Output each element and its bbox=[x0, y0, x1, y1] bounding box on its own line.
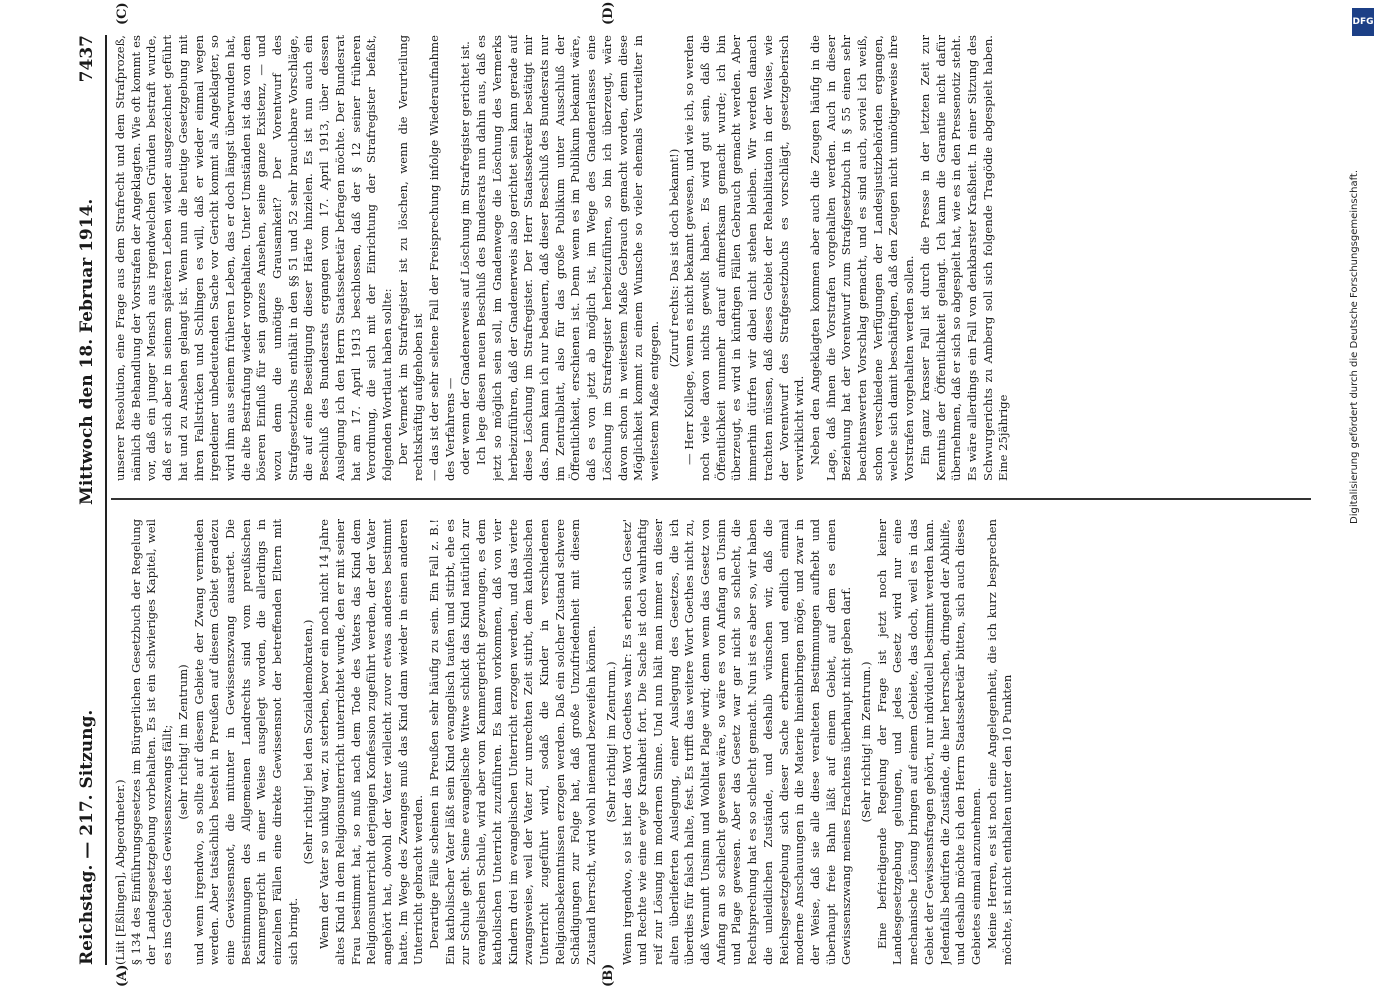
dfg-logo: DFG bbox=[1352, 8, 1374, 36]
paragraph: Neben den Angeklagten kommen aber auch die Zeugen häufig in die Lage, daß ihnen die Vorstrafen vorgehalten werden. Auch in dieser Beziehung hat der Vorentwurf zum Strafgesetzbuch in § 55 einen sehr beachtenswerten Vorschlag gemacht, und es sind auch, soviel ich weiß, schon verschiedene Verfügungen der Landesjustizbehörden ergangen, welche sich damit beschäftigen, daß den Zeugen nicht unnötigerweise ihre Vorstrafen vorgehalten werden sollen. bbox=[807, 35, 917, 481]
paragraph: — Herr Kollege, wenn es nicht bekannt gewesen, und wie ich, so werden noch viele davon nichts gewußt haben. Es wird gut sein, daß die Öffentlichkeit nunmehr darauf aufmerksam gemacht wurde; ich bin überzeugt, es wird in künftigen Fällen Gebrauch gemacht werden. Aber immerhin dürfen wir dabei nicht stehen bleiben. Wir werden danach trachten müssen, daß dieses Gebiet der Rehabilitation in der Weise, wie der Vorentwurf des Strafgesetzbuchs es vorschlägt, gesetzgeberisch verwirklicht wird. bbox=[682, 35, 807, 481]
paragraph: — das ist der sehr seltene Fall der Freisprechung infolge Wiederaufnahme des Verfahrens — bbox=[427, 35, 457, 481]
paragraph: Eine befriedigende Regelung der Frage ist jetzt noch keiner Landesgesetzgebung gelungen, und jedes Gesetz wird nur eine mechanische Lösung bringen auf einem Gebiete, das doch, weil es in das Gebiet der Gewissensfragen gehört, nur individuell bestimmt werden kann. Jedenfalls bedürfen die Zustände, die hier herrschen, dringend der Abhilfe, und deshalb möchte ich den Herrn Staatssekretär bitten, sich auch dieses Gebietes einmal anzunehmen. bbox=[874, 519, 983, 965]
interjection: (Sehr richtig! im Zentrum.) bbox=[859, 661, 874, 823]
header-center: Mittwoch den 18. Februar 1914. bbox=[77, 198, 97, 505]
running-header bbox=[71, 35, 105, 965]
column-divider bbox=[111, 499, 1311, 501]
margin-letter-d: (D) bbox=[601, 1, 616, 25]
right-column bbox=[113, 35, 1353, 481]
left-column bbox=[113, 519, 1353, 965]
margin-letter-a: (A) bbox=[115, 964, 130, 987]
paragraph: und wenn irgendwo, so sollte auf diesem Gebiete der Zwang vermieden werden. Aber tatsächlich besteht in Preußen auf diesem Gebiet geradezu eine Gewissensnot, die mitunter in Gewissenszwang ausartet. Die Bestimmungen des Allgemeinen Landrechts sind vom preußischen Kammergericht in einer Weise ausgelegt worden, die allerdings in einzelnen Fällen eine direkte Gewissensnot der betreffenden Eltern mit sich bringt. bbox=[191, 519, 300, 965]
speaker-note: (Liit [Eßlingen], Abgeordneter.) bbox=[113, 779, 127, 965]
interjection: (Sehr richtig! im Zentrum.) bbox=[603, 661, 618, 823]
margin-letter-b: (B) bbox=[601, 963, 616, 987]
header-rule bbox=[105, 35, 107, 965]
paragraph: Wenn der Vater so unklug war, zu sterben, bevor ein noch nicht 14 Jahre altes Kind in dem Religionsunterricht unterrichtet wurde, den er mit seiner Frau bestimmt hat, so muß nach dem Tode des Vaters das Kind dem Religionsunterricht derjenigen Konfession zugeführt werden, der der Vater angehört hat, obwohl der Vater vielleicht zuvor etwas anderes bestimmt hatte. Im Wege des Zwanges muß das Kind dann wieder in einen anderen Unterricht gebracht werden. bbox=[317, 519, 426, 965]
paragraph: § 134 des Einführungsgesetzes im Bürgerlichen Gesetzbuch der Regelung der Landesgesetzgebung vorbehalten. Es ist ein schwieriges Kapitel, weil es ins Gebiet des Gewissenszwangs fällt; bbox=[128, 519, 175, 965]
margin-letter-c: (C) bbox=[115, 2, 130, 25]
page-number: 7437 bbox=[77, 35, 97, 83]
digitization-sidebar bbox=[1349, 8, 1379, 528]
paragraph: Ich lege diesen neuen Beschluß des Bundesrats nun dahin aus, daß es jetzt so möglich sein soll, im Gnadenwege die Löschung des Vermerks herbeizuführen, daß der Gnadenerweis also gerichtet sein kann gerade auf diese Löschung im Strafregister. Der Herr Staatssekretär bestätigt mir das. Dann kann ich nur bedauern, daß dieser Beschluß des Bundesrats nur im Zentralblatt, also für das große Publikum unter Ausschluß der Öffentlichkeit, erschienen ist. Denn wenn es im Publikum bekannt wäre, daß es von jetzt ab möglich ist, im Wege des Gnadenerlasses eine Löschung im Strafregister herbeizuführen, so bin ich überzeugt, wäre davon schon in weitestem Maße Gebrauch gemacht worden, denn diese Möglichkeit kommt zu einem Wunsche so vieler ehemals Verurteilter in weitestem Maße entgegen. bbox=[474, 35, 661, 481]
interjection: (Sehr richtig! bei den Sozialdemokraten.) bbox=[301, 619, 316, 865]
paragraph: Wenn irgendwo, so ist hier das Wort Goethes wahr: Es erben sich Gesetz' und Rechte wie eine ew'ge Krankheit fort. Die Sache ist doch wahrhaftig reif zur Lösung im modernen Sinne. Und nun hält man immer an dieser alten überlieferten Auslegung, einer Auslegung des Gesetzes, die ich überdies für falsch halte, fest. Es trifft das weitere Wort Goethes nicht zu, daß Vernunft Unsinn und Wohltat Plage wird; denn wenn das Gesetz von Anfang an so schlecht gewesen wäre, so wäre es von Anfang an Unsinn und Plage gewesen. Aber das Gesetz war gar nicht so schlecht, die Rechtsprechung hat es so schlecht gemacht. Nun ist es aber so, wir haben die unleidlichen Zustände, und deshalb wünschen wir, daß die Reichsgesetzgebung sich dieser Sache erbarmen und endlich einmal moderne Anschauungen in die Materie hineinbringen möge, und zwar in der Weise, daß sie alle diese veralteten Bestimmungen aufhebt und überhaupt freie Bahn läßt auf einem Gebiet, auf dem es einen Gewissenszwang meines Erachtens überhaupt nicht geben darf. bbox=[619, 519, 854, 965]
paragraph: Ein ganz krasser Fall ist durch die Presse in der letzten Zeit zur Kenntnis der Öffentlichkeit gelangt. Ich kann die Garantie nicht dafür übernehmen, daß er sich so abgespielt hat, wie es in den Pressenotiz steht. Es wäre allerdings ein Fall von denkbarster Kraßheit. In einer Sitzung des Schwurgerichts zu Amberg soll sich folgende Tragödie abgespielt haben. Eine 25jährige bbox=[917, 35, 1011, 481]
paragraph: unserer Resolution, eine Frage aus dem Strafrecht und dem Strafprozeß, nämlich die Behandlung der Vorstrafen der Angeklagten. Wie oft kommt es vor, daß ein junger Mensch aus irgendwelchen Gründen bestraft wurde, daß er sich aber in seinem späteren Leben wieder ausgezeichnet geführt hat und zu Ansehen gelangt ist. Wenn nun die heutige Gesetzgebung mit ihren Fallstricken und Schlingen es will, daß er wieder einmal wegen irgendeiner unbedeutenden Sache vor Gericht kommt als Angeklagter, so wird ihm aus seinem früheren Leben, das er doch längst überwunden hat, die alte Bestrafung wieder vorgehalten. Unter Umständen ist das von dem böseren Einfluß für sein ganzes Ansehen, seine ganze Existenz, — und wozu denn die unnötige Grausamkeit? Der Vorentwurf des Strafgesetzbuchs enthält in den §§ 51 und 52 sehr brauchbare Vorschläge, die auf eine Beseitigung dieser Härte hinzielen. Es ist nun auch ein Beschluß des Bundesrats ergangen vom 17. April 1913, über dessen Auslegung ich den Herrn Staatssekretär befragen möchte. Der Bundesrat hat am 17. April 1913 beschlossen, daß der § 12 seiner früheren Verordnung, die sich mit der Einrichtung der Strafregister befaßt, folgenden Wortlaut haben sollte: bbox=[113, 35, 394, 481]
digitization-credit: Digitalisierung gefördert durch die Deutsche Forschungsgemeinschaft. bbox=[1349, 169, 1360, 524]
header-left: Reichstag. — 217. Sitzung. bbox=[77, 709, 97, 965]
paragraph: Meine Herren, es ist noch eine Angelegenheit, die ich kurz besprechen möchte, ist nicht enthalten unter den 10 Punkten bbox=[984, 519, 1015, 965]
interjection: (Zuruf rechts: Das ist doch bekannt!) bbox=[666, 148, 681, 368]
quotation: Der Vermerk im Strafregister ist zu löschen, wenn die Verurteilung rechtskräftig aufgehoben ist bbox=[395, 35, 426, 481]
interjection: (sehr richtig! im Zentrum) bbox=[175, 664, 190, 820]
quotation: oder wenn der Gnadenerweis auf Löschung im Strafregister gerichtet ist. bbox=[458, 41, 473, 475]
document-page bbox=[71, 1, 1361, 987]
paragraph: Derartige Fälle scheinen in Preußen sehr häufig zu sein. Ein Fall z. B.! Ein katholischer Vater läßt sein Kind evangelisch taufen und stirbt, ehe es zur Schule geht. Seine evangelische Witwe schickt das Kind natürlich zur evangelischen Schule, wird aber vom Kammergericht gezwungen, es dem katholischen Unterricht zuzuführen. Es kann vorkommen, daß von vier Kindern drei im evangelischen Unterricht erzogen werden, und das vierte zwangsweise, weil der Vater zur unrechten Zeit stirbt, dem katholischen Unterricht zugeführt wird, sodaß die Kinder in verschiedenen Religionsbekenntnissen erzogen werden. Daß ein solcher Zustand schwere Schädigungen zur Folge hat, daß große Unzufriedenheit mit diesem Zustand herrscht, wird wohl niemand bezweifeln können. bbox=[427, 519, 599, 965]
